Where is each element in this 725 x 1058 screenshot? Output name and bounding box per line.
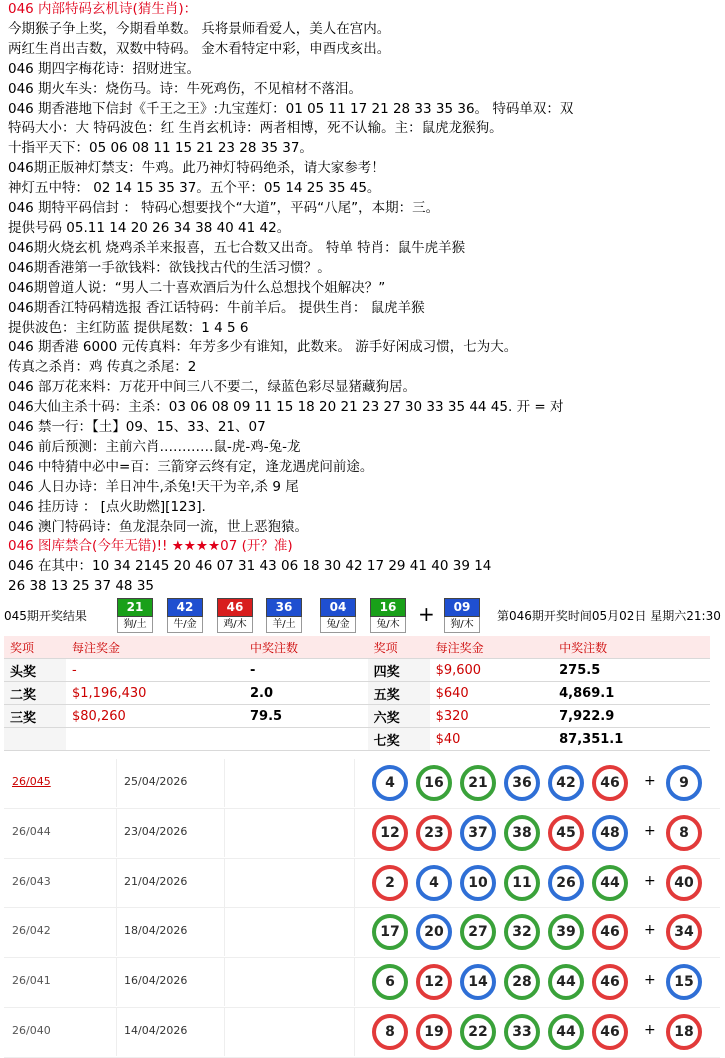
column-divider bbox=[116, 859, 117, 907]
ball-number: 09 bbox=[444, 598, 480, 617]
plus-sign: + bbox=[644, 822, 656, 839]
column-divider bbox=[116, 908, 117, 956]
text-line: 提供号码 05.11 14 20 26 34 38 40 41 42。 bbox=[8, 219, 291, 236]
column-divider bbox=[224, 958, 225, 1006]
prize-header: 每注奖金 bbox=[66, 636, 244, 659]
history-special-ball: 18 bbox=[666, 1014, 702, 1050]
column-divider bbox=[224, 859, 225, 907]
history-ball: 17 bbox=[372, 914, 408, 950]
ball-number: 16 bbox=[370, 598, 406, 617]
history-date: 21/04/2026 bbox=[124, 874, 188, 888]
draw-ball bbox=[370, 598, 406, 633]
text-line: 26 38 13 25 37 48 35 bbox=[8, 578, 154, 595]
ball-number: 36 bbox=[266, 598, 302, 617]
history-ball: 45 bbox=[548, 815, 584, 851]
prize-cell: 四奖 bbox=[368, 659, 430, 682]
history-ball: 33 bbox=[504, 1014, 540, 1050]
ball-zodiac: 牛/金 bbox=[167, 617, 203, 633]
ball-zodiac: 兔/金 bbox=[320, 617, 356, 633]
history-ball: 42 bbox=[548, 765, 584, 801]
text-line: 046期香港第一手欲钱料：欲钱找古代的生活习惯？。 bbox=[8, 259, 331, 276]
history-ball: 8 bbox=[372, 1014, 408, 1050]
column-divider bbox=[354, 809, 355, 857]
column-divider bbox=[224, 809, 225, 857]
column-divider bbox=[116, 958, 117, 1006]
history-period: 26/041 bbox=[12, 974, 51, 988]
history-ball: 44 bbox=[548, 964, 584, 1000]
ball-number: 42 bbox=[167, 598, 203, 617]
next-draw-info: 第046期开奖时间05月02日 星期六21:30 bbox=[497, 609, 721, 623]
plus-sign: + bbox=[644, 972, 656, 989]
text-line: 046期火烧玄机 烧鸡杀羊来报喜，五七合数又出奇。 特单 特肖：鼠牛虎羊猴 bbox=[8, 239, 466, 256]
history-date: 14/04/2026 bbox=[124, 1023, 188, 1037]
text-line: 046 挂历诗 ： [点火助燃][123]. bbox=[8, 498, 206, 515]
history-ball: 36 bbox=[504, 765, 540, 801]
history-ball: 2 bbox=[372, 865, 408, 901]
text-line: 046 禁一行：【土】09、15、33、21、07 bbox=[8, 419, 266, 436]
history-special-ball: 8 bbox=[666, 815, 702, 851]
history-period: 26/043 bbox=[12, 874, 51, 888]
prize-row bbox=[4, 659, 710, 682]
column-divider bbox=[354, 908, 355, 956]
history-ball: 19 bbox=[416, 1014, 452, 1050]
prize-cell bbox=[66, 728, 244, 751]
text-line: 046期香江特码精选报 香江话特码：牛前羊后。 提供生肖： 鼠虎羊猴 bbox=[8, 299, 425, 316]
history-period[interactable]: 26/045 bbox=[12, 775, 51, 788]
history-ball: 20 bbox=[416, 914, 452, 950]
text-line: 046 部万花来料：万花开中间三八不要二，绿蓝色彩尽显猪藏狗居。 bbox=[8, 379, 417, 396]
text-line: 046 内部特码玄机诗(猜生肖)： bbox=[8, 1, 198, 17]
history-row bbox=[4, 809, 720, 859]
prize-cell: $40 bbox=[430, 728, 554, 751]
text-line: 046 期火车头：烧伤马。诗：牛死鸡伤，不见棺材不落泪。 bbox=[8, 80, 363, 97]
history-ball: 4 bbox=[416, 865, 452, 901]
history-ball: 11 bbox=[504, 865, 540, 901]
prize-row bbox=[4, 682, 710, 705]
prize-cell: 五奖 bbox=[368, 682, 430, 705]
prize-cell: $320 bbox=[430, 705, 554, 728]
draw-special-ball bbox=[444, 598, 480, 633]
plus-sign: + bbox=[644, 922, 656, 939]
column-divider bbox=[354, 1008, 355, 1056]
column-divider bbox=[224, 759, 225, 807]
history-ball: 23 bbox=[416, 815, 452, 851]
history-special-ball: 40 bbox=[666, 865, 702, 901]
prize-row bbox=[4, 728, 710, 751]
text-line: 046大仙主杀十码：主杀：03 06 08 09 11 15 18 20 21 23 27 30 33 35 44 45. 开 = 对 bbox=[8, 399, 564, 416]
plus-sign: + bbox=[418, 602, 435, 626]
prize-cell: 275.5 bbox=[553, 659, 710, 682]
history-ball: 16 bbox=[416, 765, 452, 801]
draw-ball bbox=[117, 598, 153, 633]
prize-cell: 七奖 bbox=[368, 728, 430, 751]
text-line: 046 中特猜中必中=百：三箭穿云终有定，逢龙遇虎问前途。 bbox=[8, 458, 374, 475]
text-line: 两红生肖出吉数，双数中特码。 金木看特定中彩，申酉戌亥出。 bbox=[8, 40, 391, 57]
history-ball: 48 bbox=[592, 815, 628, 851]
history-row bbox=[4, 908, 720, 958]
prize-row bbox=[4, 705, 710, 728]
history-special-ball: 15 bbox=[666, 964, 702, 1000]
history-date: 16/04/2026 bbox=[124, 974, 188, 988]
text-line: 046 澳门特码诗：鱼龙混杂同一流，世上恶狍猿。 bbox=[8, 518, 309, 535]
text-line: 046 期香港地下信封《千王之王》:九宝莲灯：01 05 11 17 21 28 33 35 36。 特码单双：双 bbox=[8, 100, 574, 117]
history-special-ball: 9 bbox=[666, 765, 702, 801]
history-date: 18/04/2026 bbox=[124, 924, 188, 938]
draw-result-bar bbox=[4, 598, 720, 632]
ball-number: 04 bbox=[320, 598, 356, 617]
ball-zodiac: 羊/土 bbox=[266, 617, 302, 633]
history-row bbox=[4, 958, 720, 1008]
history-ball: 21 bbox=[460, 765, 496, 801]
prize-cell: 7,922.9 bbox=[553, 705, 710, 728]
prize-cell: 2.0 bbox=[244, 682, 368, 705]
history-ball: 14 bbox=[460, 964, 496, 1000]
history-period: 26/042 bbox=[12, 924, 51, 938]
history-ball: 4 bbox=[372, 765, 408, 801]
text-line: 046 期香港 6000 元传真料：年芳多少有谁知，此数来。 游手好闲成习惯，七为大。 bbox=[8, 339, 518, 356]
history-ball: 6 bbox=[372, 964, 408, 1000]
history-period: 26/040 bbox=[12, 1023, 51, 1037]
prize-cell bbox=[244, 728, 368, 751]
prize-header: 中奖注数 bbox=[553, 636, 710, 659]
text-line: 046 图库禁合(今年无错)!! ★★★★07 (开？准) bbox=[8, 538, 293, 555]
plus-sign: + bbox=[644, 1021, 656, 1038]
plus-sign: + bbox=[644, 872, 656, 889]
text-line: 传真之杀肖：鸡 传真之杀尾：2 bbox=[8, 359, 197, 376]
draw-ball bbox=[167, 598, 203, 633]
ball-zodiac: 狗/木 bbox=[444, 617, 480, 633]
history-list bbox=[4, 759, 720, 1058]
draw-label: 045期开奖结果 bbox=[4, 609, 87, 623]
column-divider bbox=[116, 759, 117, 807]
history-ball: 10 bbox=[460, 865, 496, 901]
column-divider bbox=[116, 809, 117, 857]
prediction-text-block bbox=[8, 0, 720, 597]
text-line: 046 期特平码信封 ： 特码心想要找个“大道”，平码“八尾”，本期：三。 bbox=[8, 200, 440, 217]
prize-cell: 4,869.1 bbox=[553, 682, 710, 705]
history-ball: 22 bbox=[460, 1014, 496, 1050]
prize-cell: $9,600 bbox=[430, 659, 554, 682]
prize-cell: 二奖 bbox=[4, 682, 66, 705]
prize-header: 中奖注数 bbox=[244, 636, 368, 659]
history-special-ball: 34 bbox=[666, 914, 702, 950]
prize-cell: $640 bbox=[430, 682, 554, 705]
history-row bbox=[4, 1008, 720, 1058]
history-ball: 44 bbox=[592, 865, 628, 901]
column-divider bbox=[354, 958, 355, 1006]
text-line: 046 前后预测：主前六肖…………鼠-虎-鸡-兔-龙 bbox=[8, 438, 301, 455]
history-ball: 46 bbox=[592, 765, 628, 801]
history-ball: 38 bbox=[504, 815, 540, 851]
text-line: 今期猴子争上奖，今期看单数。 兵将景师看爱人，美人在宫内。 bbox=[8, 20, 391, 37]
history-ball: 27 bbox=[460, 914, 496, 950]
history-date: 23/04/2026 bbox=[124, 824, 188, 838]
text-line: 046 在其中：10 34 2145 20 46 07 31 43 06 18 30 42 17 29 41 40 39 14 bbox=[8, 558, 492, 575]
prize-cell: 87,351.1 bbox=[553, 728, 710, 751]
prize-cell bbox=[4, 728, 66, 751]
plus-sign: + bbox=[644, 773, 656, 789]
history-ball: 32 bbox=[504, 914, 540, 950]
ball-number: 21 bbox=[117, 598, 153, 617]
prize-cell: - bbox=[244, 659, 368, 682]
column-divider bbox=[354, 859, 355, 907]
prize-table bbox=[4, 636, 710, 751]
history-ball: 26 bbox=[548, 865, 584, 901]
history-ball: 46 bbox=[592, 914, 628, 950]
text-line: 046期曾道人说：“男人二十喜欢酒后为什么总想找个姐解决？” bbox=[8, 279, 386, 296]
ball-zodiac: 兔/木 bbox=[370, 617, 406, 633]
column-divider bbox=[116, 1008, 117, 1056]
ball-zodiac: 狗/土 bbox=[117, 617, 153, 633]
text-line: 046 人日办诗：羊日冲牛,杀兔!天干为辛,杀 9 尾 bbox=[8, 478, 299, 495]
ball-zodiac: 鸡/木 bbox=[217, 617, 253, 633]
history-row bbox=[4, 759, 720, 809]
text-line: 特码大小：大 特码波色：红 生肖玄机诗：两者相博，死不认输。主：鼠虎龙猴狗。 bbox=[8, 120, 503, 137]
history-row bbox=[4, 859, 720, 909]
text-line: 046 期四字梅花诗：招财进宝。 bbox=[8, 60, 201, 77]
text-line: 十指平天下：05 06 08 11 15 21 23 28 35 37。 bbox=[8, 140, 313, 157]
text-line: 提供波色：主红防蓝 提供尾数：1 4 5 6 bbox=[8, 319, 249, 336]
prize-cell: $80,260 bbox=[66, 705, 244, 728]
column-divider bbox=[224, 908, 225, 956]
history-period: 26/044 bbox=[12, 824, 51, 838]
text-line: 046期正版神灯禁支：牛鸡。此乃神灯特码绝杀，请大家参考！ bbox=[8, 160, 385, 177]
draw-ball bbox=[217, 598, 253, 633]
prize-cell: - bbox=[66, 659, 244, 682]
prize-cell: 三奖 bbox=[4, 705, 66, 728]
prize-header: 每注奖金 bbox=[430, 636, 554, 659]
history-ball: 37 bbox=[460, 815, 496, 851]
history-ball: 46 bbox=[592, 1014, 628, 1050]
prize-cell: 79.5 bbox=[244, 705, 368, 728]
history-ball: 44 bbox=[548, 1014, 584, 1050]
prize-cell: $1,196,430 bbox=[66, 682, 244, 705]
history-ball: 39 bbox=[548, 914, 584, 950]
draw-ball bbox=[320, 598, 356, 633]
text-line: 神灯五中特： 02 14 15 35 37。五个平：05 14 25 35 45。 bbox=[8, 180, 381, 197]
history-ball: 12 bbox=[416, 964, 452, 1000]
history-ball: 46 bbox=[592, 964, 628, 1000]
prize-header: 奖项 bbox=[4, 636, 66, 659]
column-divider bbox=[224, 1008, 225, 1056]
prize-cell: 头奖 bbox=[4, 659, 66, 682]
history-ball: 28 bbox=[504, 964, 540, 1000]
ball-number: 46 bbox=[217, 598, 253, 617]
history-date: 25/04/2026 bbox=[124, 775, 188, 788]
prize-cell: 六奖 bbox=[368, 705, 430, 728]
column-divider bbox=[354, 759, 355, 807]
history-ball: 12 bbox=[372, 815, 408, 851]
prize-header: 奖项 bbox=[368, 636, 430, 659]
draw-ball bbox=[266, 598, 302, 633]
